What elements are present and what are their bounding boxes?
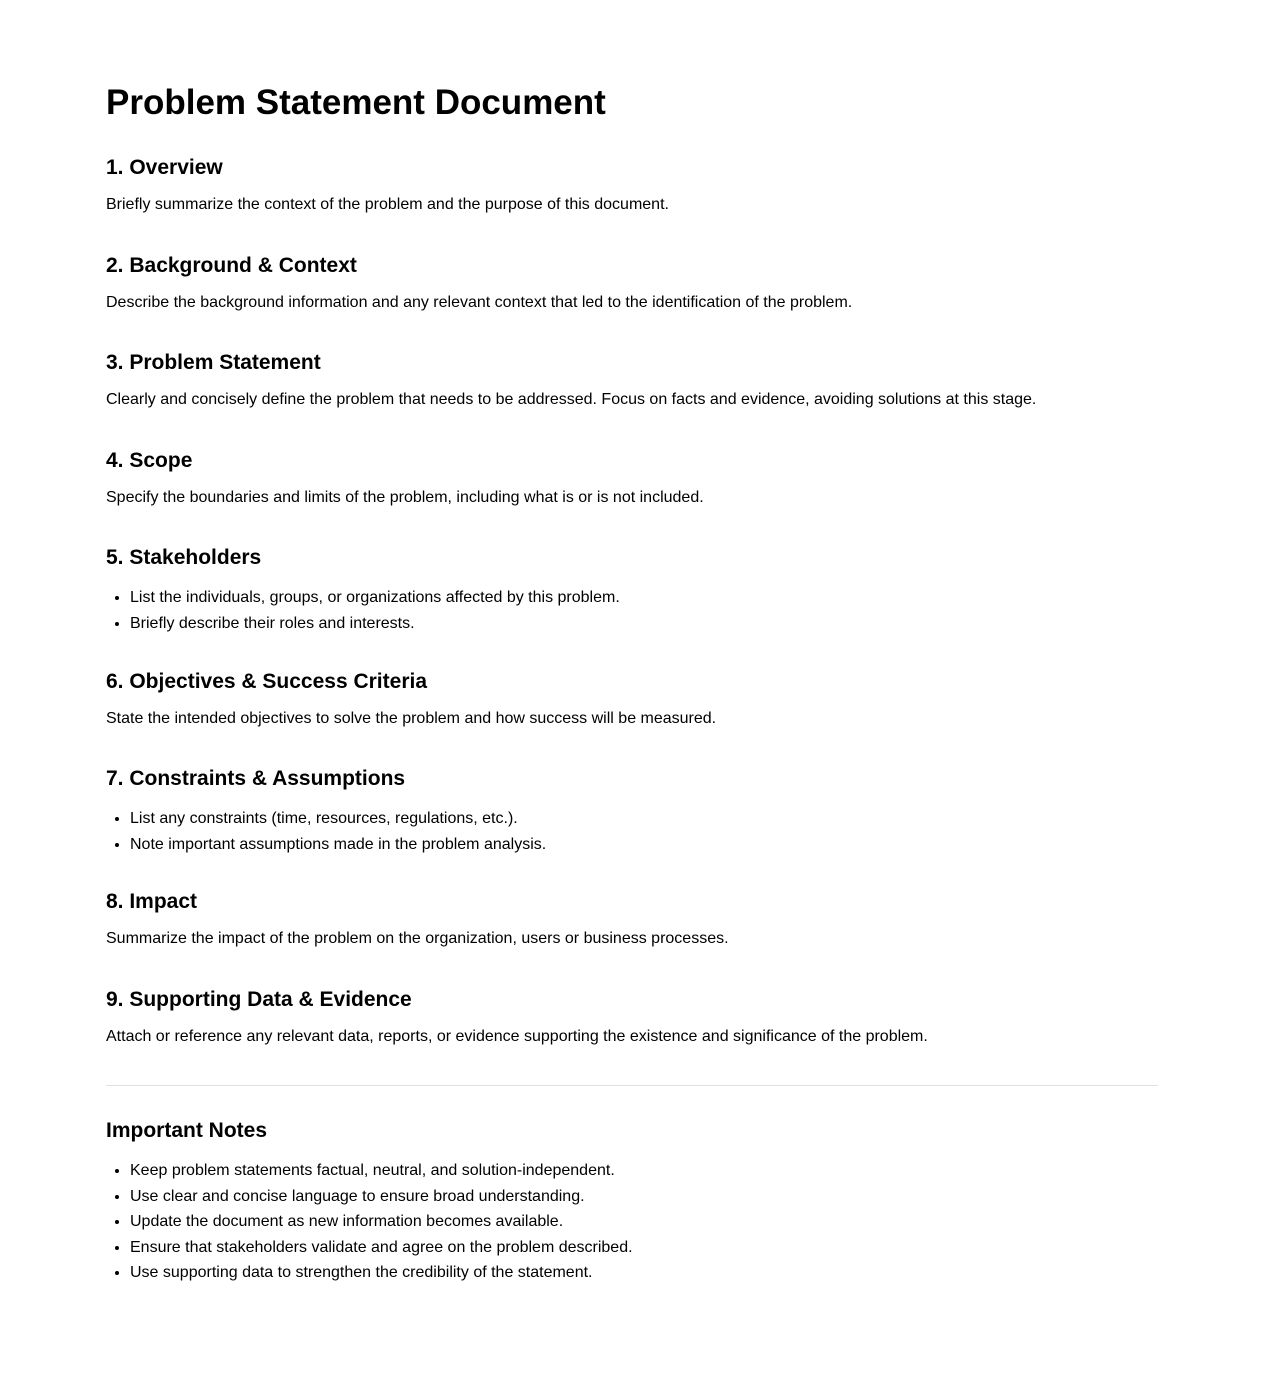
section-constraints-assumptions — [106, 766, 1158, 857]
list-item: • List the individuals, groups, or organizations affected by this problem. — [130, 585, 1158, 611]
list-item: • List any constraints (time, resources, regulations, etc.). — [130, 806, 1158, 832]
constraints-list — [106, 806, 1158, 857]
section-text: Attach or reference any relevant data, reports, or evidence supporting the existence and significance of the problem. — [106, 1028, 928, 1045]
section-heading: 4. Scope — [106, 449, 193, 472]
list-item: • Ensure that stakeholders validate and agree on the problem described. — [130, 1235, 1158, 1261]
section-important-notes — [106, 1118, 1158, 1286]
section-overview — [106, 155, 1158, 215]
section-text: Clearly and concisely define the problem that needs to be addressed. Focus on facts and evidence, avoiding solutions at this stage. — [106, 391, 1037, 408]
section-text: Briefly summarize the context of the problem and the purpose of this document. — [106, 196, 669, 213]
section-heading: 2. Background & Context — [106, 254, 357, 277]
list-item: • Briefly describe their roles and interests. — [130, 611, 1158, 637]
section-text: Describe the background information and any relevant context that led to the identification of the problem. — [106, 294, 853, 311]
section-text: State the intended objectives to solve the problem and how success will be measured. — [106, 710, 717, 727]
section-text: Specify the boundaries and limits of the problem, including what is or is not included. — [106, 489, 704, 506]
list-item: • Update the document as new information becomes available. — [130, 1209, 1158, 1235]
section-heading: 5. Stakeholders — [106, 546, 262, 569]
section-heading: 9. Supporting Data & Evidence — [106, 988, 412, 1011]
section-objectives — [106, 669, 1158, 729]
section-heading: 1. Overview — [106, 156, 223, 179]
stakeholders-list — [106, 585, 1158, 636]
section-text: Summarize the impact of the problem on the organization, users or business processes. — [106, 930, 729, 947]
list-item: • Use supporting data to strengthen the credibility of the statement. — [130, 1260, 1158, 1286]
section-heading: 8. Impact — [106, 890, 198, 913]
list-item: • Note important assumptions made in the problem analysis. — [130, 832, 1158, 858]
section-problem-statement — [106, 350, 1158, 410]
section-heading: 3. Problem Statement — [106, 351, 321, 374]
section-background-context — [106, 253, 1158, 313]
section-heading: 7. Constraints & Assumptions — [106, 767, 406, 790]
section-divider — [106, 1085, 1158, 1086]
list-item: • Use clear and concise language to ensure broad understanding. — [130, 1184, 1158, 1210]
list-item: • Keep problem statements factual, neutral, and solution-independent. — [130, 1158, 1158, 1184]
section-scope — [106, 448, 1158, 508]
section-impact — [106, 889, 1158, 949]
section-supporting-data — [106, 987, 1158, 1047]
notes-list — [106, 1158, 1158, 1286]
page-title: Problem Statement Document — [106, 83, 606, 122]
section-heading: 6. Objectives & Success Criteria — [106, 670, 427, 693]
section-heading: Important Notes — [106, 1119, 268, 1142]
section-stakeholders — [106, 545, 1158, 636]
